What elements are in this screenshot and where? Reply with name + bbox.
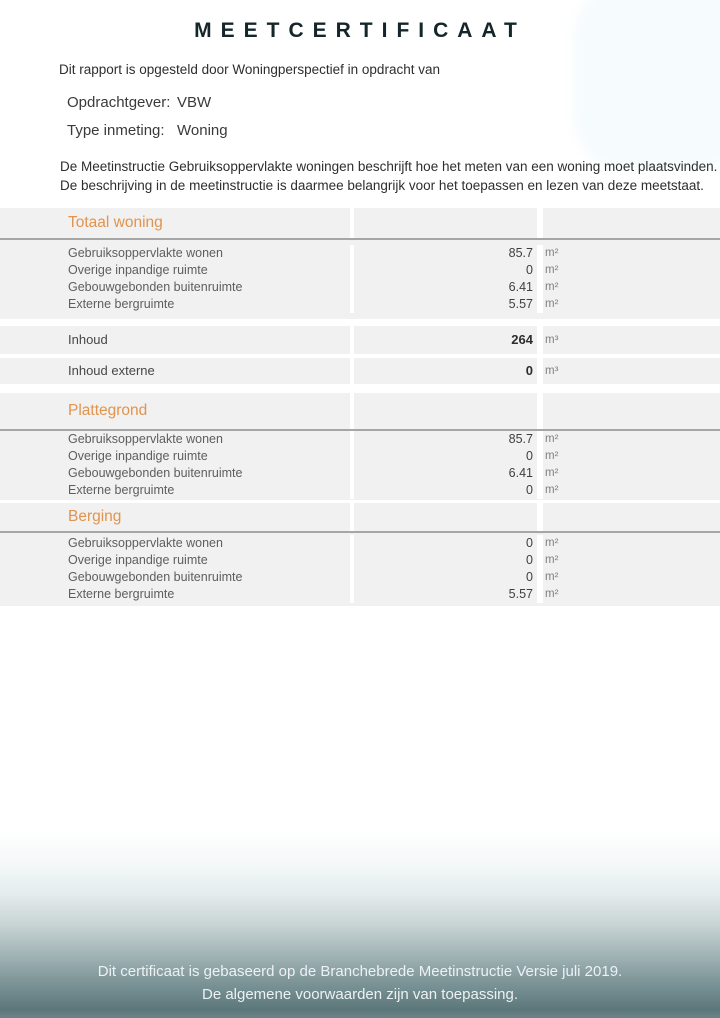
- row-unit: m²: [543, 262, 720, 279]
- section-title: Plattegrond: [68, 402, 148, 419]
- row-value: 0: [354, 358, 537, 384]
- row-label: Externe bergruimte: [0, 482, 350, 499]
- table-row: [0, 569, 720, 586]
- row-unit: m³: [543, 358, 720, 384]
- section-header: [0, 503, 720, 531]
- field-opdrachtgever: [67, 94, 212, 111]
- row-label: Gebruiksoppervlakte wonen: [0, 431, 350, 448]
- footer-line-1: Dit certificaat is gebaseerd op de Branchebrede Meetinstructie Versie juli 2019.: [97, 963, 623, 980]
- row-unit: m²: [543, 552, 720, 569]
- intro-text: Dit rapport is opgesteld door Woningperspectief in opdracht van: [59, 62, 440, 77]
- meetinstructie-description: [60, 157, 717, 195]
- row-label: Gebouwgebonden buitenruimte: [0, 569, 350, 586]
- row-value: 0: [354, 262, 537, 279]
- row-label: Overige inpandige ruimte: [0, 448, 350, 465]
- row-value: 0: [354, 535, 537, 552]
- section-header: [0, 208, 720, 238]
- row-label: Externe bergruimte: [0, 296, 350, 313]
- row-unit: m²: [543, 296, 720, 313]
- table-row: [0, 482, 720, 499]
- section-header: [0, 393, 720, 429]
- row-value: 6.41: [354, 465, 537, 482]
- row-label: Inhoud: [0, 326, 350, 354]
- section-title: Totaal woning: [68, 214, 163, 231]
- row-label: Gebruiksoppervlakte wonen: [0, 245, 350, 262]
- measurement-tables: [0, 208, 720, 606]
- row-unit: m²: [543, 569, 720, 586]
- table-row: [0, 262, 720, 279]
- row-value: 6.41: [354, 279, 537, 296]
- table-row: [0, 296, 720, 313]
- row-value: 0: [354, 482, 537, 499]
- footer-line-2: De algemene voorwaarden zijn van toepassing.: [201, 986, 519, 1003]
- table-row: [0, 586, 720, 603]
- field-type-inmeting: [67, 122, 228, 139]
- field-label: Opdrachtgever:: [67, 94, 171, 111]
- row-label: Gebouwgebonden buitenruimte: [0, 465, 350, 482]
- description-line: De beschrijving in de meetinstructie is daarmee belangrijk voor het toepassen en lezen van deze meetstaat.: [60, 178, 704, 193]
- row-unit: m²: [543, 448, 720, 465]
- row-label: Externe bergruimte: [0, 586, 350, 603]
- field-value: Woning: [177, 122, 228, 139]
- table-row: [0, 448, 720, 465]
- section-berging: [0, 503, 720, 606]
- totals-row-inhoud: [0, 326, 720, 354]
- row-unit: m²: [543, 431, 720, 448]
- row-unit: m²: [543, 465, 720, 482]
- table-row: [0, 535, 720, 552]
- footer-disclaimer: [0, 960, 720, 1006]
- table-row: [0, 465, 720, 482]
- totals-row-inhoud-externe: [0, 358, 720, 384]
- page-title: MEETCERTIFICAAT: [194, 19, 526, 42]
- row-unit: m²: [543, 535, 720, 552]
- row-unit: m²: [543, 279, 720, 296]
- row-unit: m²: [543, 482, 720, 499]
- table-row: [0, 279, 720, 296]
- row-unit: m²: [543, 245, 720, 262]
- row-label: Gebouwgebonden buitenruimte: [0, 279, 350, 296]
- row-label: Inhoud externe: [0, 358, 350, 384]
- row-value: 264: [354, 326, 537, 354]
- row-value: 0: [354, 569, 537, 586]
- row-value: 85.7: [354, 245, 537, 262]
- row-value: 0: [354, 448, 537, 465]
- section-rows: [0, 240, 720, 319]
- section-plattegrond: [0, 393, 720, 500]
- section-title: Berging: [68, 508, 122, 525]
- row-value: 85.7: [354, 431, 537, 448]
- section-rows: [0, 431, 720, 500]
- description-line: De Meetinstructie Gebruiksoppervlakte woningen beschrijft hoe het meten van een woning moet plaatsvinden.: [60, 159, 718, 174]
- row-label: Overige inpandige ruimte: [0, 552, 350, 569]
- table-row: [0, 552, 720, 569]
- row-value: 0: [354, 552, 537, 569]
- table-row: [0, 431, 720, 448]
- field-label: Type inmeting:: [67, 122, 165, 139]
- section-totaal-woning: [0, 208, 720, 384]
- table-row: [0, 245, 720, 262]
- row-value: 5.57: [354, 586, 537, 603]
- row-unit: m³: [543, 326, 720, 354]
- row-label: Overige inpandige ruimte: [0, 262, 350, 279]
- section-rows: [0, 533, 720, 606]
- row-value: 5.57: [354, 296, 537, 313]
- row-label: Gebruiksoppervlakte wonen: [0, 535, 350, 552]
- field-value: VBW: [177, 94, 212, 111]
- row-unit: m²: [543, 586, 720, 603]
